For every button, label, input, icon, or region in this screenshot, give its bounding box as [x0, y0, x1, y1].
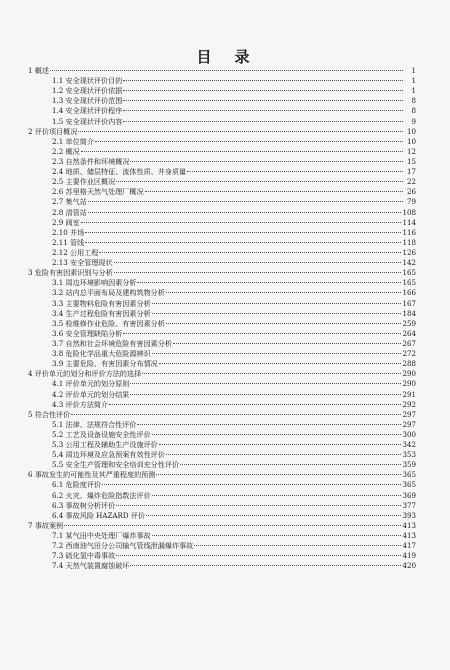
dot-leader [123, 333, 401, 334]
toc-section-entry[interactable] [28, 480, 416, 490]
toc-entry-page-number: 290 [402, 379, 416, 389]
toc-entry-label: 1.5 安全现状评价内容 [52, 116, 123, 126]
page-title: 目 录 [196, 48, 254, 66]
toc-section-entry[interactable] [28, 197, 416, 207]
toc-entry-label: 2.10 井场 [52, 227, 85, 237]
dot-leader [123, 100, 403, 101]
toc-section-entry[interactable] [28, 258, 416, 268]
toc-entry-label: 7 事故案例 [28, 520, 64, 530]
dot-leader [116, 181, 403, 182]
table-of-contents [28, 66, 416, 571]
toc-entry-label: 1.4 安全现状评价程序 [52, 106, 123, 116]
toc-entry-label: 5 符合性评价 [28, 409, 71, 419]
toc-entry-page-number: 297 [402, 419, 416, 429]
dot-leader [156, 474, 401, 475]
dot-leader [85, 232, 401, 233]
dot-leader [99, 252, 401, 253]
toc-entry-page-number: 377 [402, 500, 416, 510]
toc-section-entry[interactable] [28, 379, 416, 389]
toc-entry-page-number: 264 [402, 328, 416, 338]
toc-section-entry[interactable] [28, 339, 416, 349]
dot-leader [166, 454, 402, 455]
toc-entry-label: 7.4 天然气装置腐蚀破坏 [52, 561, 130, 571]
dot-leader [145, 191, 403, 192]
toc-entry-page-number: 22 [406, 177, 416, 187]
toc-section-entry[interactable] [28, 177, 416, 187]
toc-entry-page-number: 292 [402, 399, 416, 409]
toc-entry-label: 1 概述 [28, 66, 49, 75]
toc-entry-page-number: 290 [402, 369, 416, 379]
dot-leader [166, 292, 402, 293]
toc-entry-page-number: 300 [402, 429, 416, 439]
toc-chapter-entry[interactable] [28, 410, 416, 420]
dot-leader [159, 444, 402, 445]
toc-entry-label: 7.2 西南油气田分公司输气管线泄漏爆炸事故 [52, 541, 194, 551]
dot-leader [88, 201, 403, 202]
toc-section-entry[interactable] [28, 106, 416, 116]
toc-entry-page-number: 365 [402, 480, 416, 490]
toc-entry-page-number: 8 [411, 106, 416, 116]
dot-leader [152, 434, 402, 435]
dot-leader [95, 141, 403, 142]
toc-section-entry[interactable] [28, 400, 416, 410]
dot-leader [114, 262, 402, 263]
toc-entry-page-number: 184 [402, 308, 416, 318]
toc-entry-page-number: 8 [411, 96, 416, 106]
toc-entry-page-number: 1 [411, 76, 416, 86]
toc-entry-label: 2.12 公用工程 [52, 247, 99, 257]
toc-entry-page-number: 10 [406, 136, 416, 146]
toc-chapter-entry[interactable] [28, 66, 416, 76]
toc-section-entry[interactable] [28, 187, 416, 197]
toc-section-entry[interactable] [28, 420, 416, 430]
toc-entry-page-number: 116 [402, 227, 416, 237]
toc-entry-page-number: 393 [402, 510, 416, 520]
dot-leader [88, 212, 402, 213]
toc-section-entry[interactable] [28, 228, 416, 238]
toc-section-entry[interactable] [28, 218, 416, 228]
dot-leader [137, 282, 401, 283]
dot-leader [81, 222, 402, 223]
toc-entry-label: 4 评价单元的划分和评价方法的选择 [28, 369, 142, 379]
toc-section-entry[interactable] [28, 238, 416, 248]
toc-entry-page-number: 15 [406, 156, 416, 166]
toc-section-entry[interactable] [28, 511, 416, 521]
toc-entry-page-number: 12 [406, 146, 416, 156]
toc-entry-label: 3.3 主要物料危险有害因素分析 [52, 298, 151, 308]
toc-entry-label: 3.6 安全管理缺陷分析 [52, 328, 123, 338]
toc-entry-page-number: 359 [402, 460, 416, 470]
toc-entry-label: 3.7 自然和社会环境危险有害因素分析 [52, 338, 172, 348]
toc-chapter-entry[interactable] [28, 521, 416, 531]
toc-entry-page-number: 114 [402, 217, 416, 227]
toc-entry-page-number: 413 [402, 531, 416, 541]
toc-section-entry[interactable] [28, 541, 416, 551]
dot-leader [109, 404, 401, 405]
toc-entry-label: 2.3 自然条件和环境概况 [52, 156, 130, 166]
toc-entry-page-number: 108 [402, 207, 416, 217]
dot-leader [173, 343, 402, 344]
dot-leader [159, 363, 402, 364]
toc-entry-label: 2.8 清管站 [52, 207, 87, 217]
dot-leader [81, 151, 403, 152]
toc-section-entry[interactable] [28, 329, 416, 339]
toc-entry-label: 2.2 概况 [52, 146, 80, 156]
toc-section-entry[interactable] [28, 460, 416, 470]
dot-leader [187, 171, 403, 172]
dot-leader [130, 565, 401, 566]
toc-entry-page-number: 10 [406, 126, 416, 136]
toc-section-entry[interactable] [28, 359, 416, 369]
toc-section-entry[interactable] [28, 430, 416, 440]
toc-entry-page-number: 165 [402, 268, 416, 278]
toc-entry-label: 2.4 地质、储层特征、流体性质、井身质量 [52, 167, 187, 177]
toc-entry-label: 4.2 评价单元的划分结果 [52, 389, 130, 399]
toc-chapter-entry[interactable] [28, 369, 416, 379]
toc-entry-label: 3.1 周边环境影响因素分析 [52, 278, 137, 288]
toc-entry-label: 2.1 单位简介 [52, 136, 94, 146]
toc-entry-label: 2.11 管线 [52, 237, 85, 247]
toc-entry-label: 6.3 事故树分析评价 [52, 500, 116, 510]
toc-entry-label: 2.5 主要作业区概况 [52, 177, 116, 187]
dot-leader [78, 131, 403, 132]
toc-entry-page-number: 1 [411, 86, 416, 96]
toc-section-entry[interactable] [28, 157, 416, 167]
toc-entry-page-number: 420 [402, 561, 416, 571]
toc-entry-page-number: 9 [411, 116, 416, 126]
toc-section-entry[interactable] [28, 561, 416, 571]
dot-leader [71, 414, 401, 415]
toc-entry-page-number: 288 [402, 359, 416, 369]
dot-leader [50, 70, 403, 71]
toc-entry-page-number: 166 [402, 288, 416, 298]
dot-leader [146, 515, 401, 516]
toc-section-entry[interactable] [28, 450, 416, 460]
toc-section-entry[interactable] [28, 551, 416, 561]
toc-entry-page-number: 291 [402, 389, 416, 399]
dot-leader [152, 303, 402, 304]
toc-section-entry[interactable] [28, 349, 416, 359]
toc-entry-page-number: 419 [402, 551, 416, 561]
dot-leader [85, 242, 401, 243]
toc-chapter-entry[interactable] [28, 127, 416, 137]
toc-entry-label: 3.5 检维修作业危险、有害因素分析 [52, 318, 165, 328]
dot-leader [116, 555, 401, 556]
toc-section-entry[interactable] [28, 76, 416, 86]
toc-entry-label: 5.2 工艺及设备设施安全性评价 [52, 429, 151, 439]
toc-entry-page-number: 417 [402, 541, 416, 551]
toc-entry-page-number: 272 [402, 349, 416, 359]
toc-entry-label: 1.3 安全现状评价范围 [52, 96, 123, 106]
toc-entry-page-number: 267 [402, 338, 416, 348]
toc-section-entry[interactable] [28, 501, 416, 511]
toc-entry-label: 5.5 安全生产管理和安全培训充分性评价 [52, 460, 180, 470]
dot-leader [123, 121, 403, 122]
toc-entry-label: 2.6 苏里格天然气处理厂概况 [52, 187, 144, 197]
dot-leader [180, 464, 401, 465]
toc-entry-page-number: 79 [406, 197, 416, 207]
toc-chapter-entry[interactable] [28, 470, 416, 480]
dot-leader [123, 80, 403, 81]
dot-leader [152, 495, 402, 496]
toc-entry-label: 2 评价项目概况 [28, 126, 78, 136]
toc-entry-page-number: 118 [402, 237, 416, 247]
toc-entry-label: 2.13 安全管理现状 [52, 258, 113, 268]
dot-leader [194, 545, 401, 546]
toc-entry-page-number: 365 [402, 470, 416, 480]
toc-section-entry[interactable] [28, 531, 416, 541]
dot-leader [102, 484, 401, 485]
toc-entry-label: 3.4 生产过程危险有害因素分析 [52, 308, 151, 318]
toc-entry-page-number: 369 [402, 490, 416, 500]
toc-entry-page-number: 342 [402, 440, 416, 450]
toc-entry-page-number: 126 [402, 247, 416, 257]
dot-leader [152, 535, 402, 536]
toc-entry-page-number: 17 [406, 167, 416, 177]
dot-leader [130, 394, 401, 395]
toc-entry-label: 3.2 站内总平面布局及建构筑物分析 [52, 288, 165, 298]
toc-entry-label: 3 危险有害因素识别与分析 [28, 268, 113, 278]
dot-leader [152, 353, 402, 354]
toc-section-entry[interactable] [28, 319, 416, 329]
toc-section-entry[interactable] [28, 491, 416, 501]
toc-section-entry[interactable] [28, 440, 416, 450]
toc-entry-page-number: 413 [402, 520, 416, 530]
toc-entry-label: 2.9 阀室 [52, 217, 80, 227]
toc-entry-page-number: 259 [402, 318, 416, 328]
toc-entry-label: 5.3 公用工程及辅助生产设施评价 [52, 440, 158, 450]
toc-entry-label: 7.1 某气田中央处理厂爆炸事故 [52, 531, 151, 541]
toc-section-entry[interactable] [28, 147, 416, 157]
toc-entry-label: 1.2 安全现状评价依据 [52, 86, 123, 96]
toc-entry-label: 1.1 安全现状评价目的 [52, 76, 123, 86]
toc-entry-label: 6.4 事故风险 HAZARD 评价 [52, 510, 145, 520]
toc-entry-label: 4.1 评价单元的划分原则 [52, 379, 130, 389]
toc-entry-label: 4.3 评价方法简介 [52, 399, 109, 409]
toc-section-entry[interactable] [28, 208, 416, 218]
toc-entry-label: 5.4 周边环境及应急预案有效性评价 [52, 450, 165, 460]
toc-section-entry[interactable] [28, 117, 416, 127]
toc-entry-label: 7.3 硫化氢中毒事故 [52, 551, 116, 561]
toc-entry-page-number: 353 [402, 450, 416, 460]
dot-leader [123, 90, 403, 91]
dot-leader [123, 110, 403, 111]
toc-entry-page-number: 26 [406, 187, 416, 197]
toc-section-entry[interactable] [28, 299, 416, 309]
toc-section-entry[interactable] [28, 278, 416, 288]
toc-entry-label: 6.1 危险度评价 [52, 480, 102, 490]
toc-entry-label: 3.8 危险化学品重大危险源辨识 [52, 349, 151, 359]
dot-leader [137, 424, 401, 425]
dot-leader [166, 323, 402, 324]
toc-entry-label: 6.2 火灾、爆炸危险指数法评价 [52, 490, 151, 500]
dot-leader [152, 313, 402, 314]
toc-entry-page-number: 297 [402, 409, 416, 419]
toc-section-entry[interactable] [28, 288, 416, 298]
toc-section-entry[interactable] [28, 86, 416, 96]
toc-section-entry[interactable] [28, 137, 416, 147]
toc-entry-label: 3.9 主要危险、有害因素分布情况 [52, 359, 158, 369]
dot-leader [116, 505, 401, 506]
dot-leader [130, 383, 401, 384]
toc-section-entry[interactable] [28, 96, 416, 106]
toc-entry-page-number: 167 [402, 298, 416, 308]
dot-leader [64, 525, 401, 526]
toc-entry-label: 6 事故发生的可能性及其严重程度的预测 [28, 470, 156, 480]
dot-leader [142, 373, 401, 374]
toc-chapter-entry[interactable] [28, 268, 416, 278]
toc-section-entry[interactable] [28, 167, 416, 177]
toc-section-entry[interactable] [28, 309, 416, 319]
dot-leader [114, 272, 402, 273]
toc-section-entry[interactable] [28, 248, 416, 258]
toc-entry-page-number: 142 [402, 258, 416, 268]
toc-entry-page-number: 1 [411, 66, 416, 75]
toc-entry-page-number: 165 [402, 278, 416, 288]
toc-entry-label: 2.7 集气站 [52, 197, 87, 207]
toc-entry-label: 5.1 法律、法规符合性评价 [52, 419, 137, 429]
toc-section-entry[interactable] [28, 390, 416, 400]
dot-leader [130, 161, 403, 162]
